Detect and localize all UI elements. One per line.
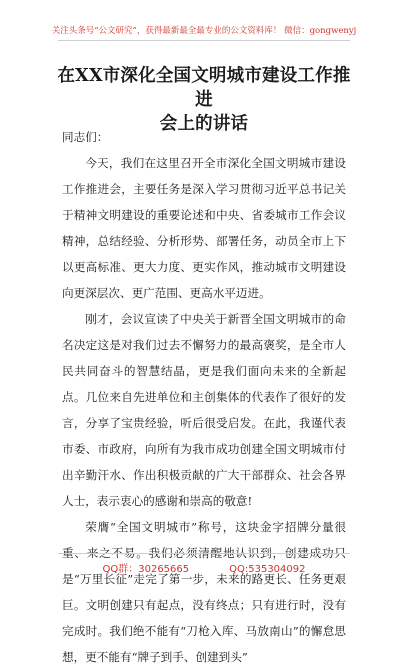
header-divider <box>58 40 350 41</box>
title-line-1: 在XX市深化全国文明城市建设工作推进 <box>57 66 351 110</box>
header-note: 关注头条号“公文研究”，获得最新最全最专业的公文资料库！ 微信：gongwenyj <box>51 26 357 36</box>
footer-qq-group: QQ群：30265665 <box>102 564 190 575</box>
paragraph: 今天，我们在这里召开全市深化全国文明城市建设工作推进会，主要任务是深入学习贯彻习近平总书记关于精神文明建设的重要论述和中央、省委城市工作会议精神，总结经验、分析形势、部署任务，动员全市上下以更高标准、更大力度、更实作风，推动城市文明建设向更深层次、更广范围、更高水平迈进。 <box>62 156 346 300</box>
salutation: 同志们： <box>62 130 109 144</box>
footer-qq: QQ:535304092 <box>229 564 306 575</box>
paragraph: 荣膺“全国文明城市”称号，这块金字招牌分量很重、来之不易。我们必须清醒地认识到，创建成功只是“万里长征”走完了第一步，未来的路更长、任务更艰巨。文明创建只有起点，没有终点；只有进行时，没有完成时。我们绝不能有“刀枪入库、马放南山”的懈怠思想，更不能有“牌子到手、创建到头” <box>62 520 346 664</box>
title-line-2: 会上的讲话 <box>159 114 249 134</box>
footer-divider <box>58 553 350 554</box>
document-body <box>62 124 346 670</box>
paragraph: 刚才，会议宣读了中央关于新晋全国文明城市的命名决定这是对我们过去不懈努力的最高褒奖，是全市人民共同奋斗的智慧结晶，更是我们面向未来的全新起点。几位来自先进单位和主创集体的代表作了很好的发言，分享了宝贵经验，听后很受启发。在此，我谨代表市委、市政府，向所有为我市成功创建全国文明城市付出辛勤汗水、作出积极贡献的广大干部群众、社会各界人士，表示衷心的感谢和崇高的敬意! <box>62 312 346 508</box>
footer <box>0 560 408 575</box>
